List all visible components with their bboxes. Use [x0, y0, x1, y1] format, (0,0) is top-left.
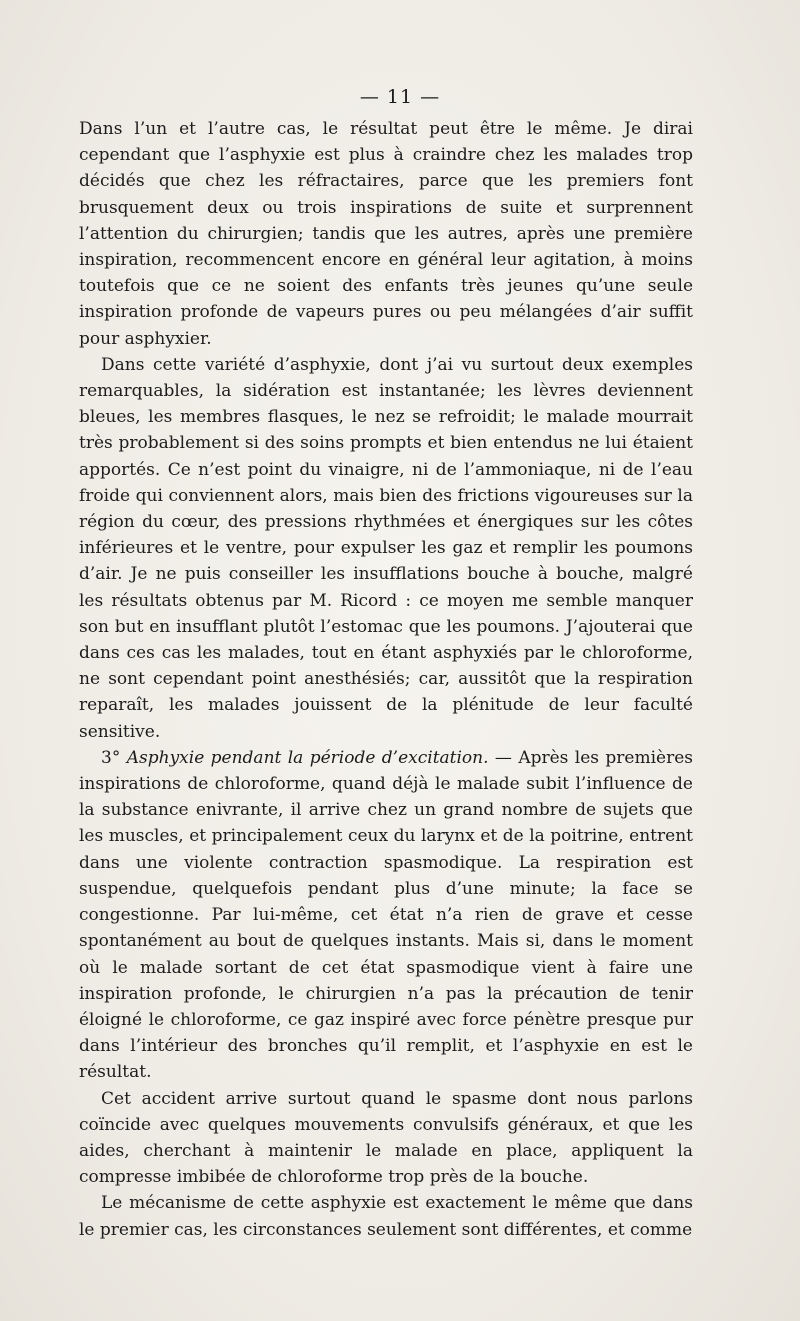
body-text	[79, 116, 693, 1243]
page-number: — 11 —	[359, 86, 441, 108]
paragraph-2: Dans cette variété d’asphyxie, dont j’ai vu surtout deux exemples remarquables, la sidération est instantanée; les lèvres deviennent bleues, les membres flasques, le nez se refroidit; le malade mourrait très probablement si des soins prompts et bien entendus ne lui étaient apportés. Ce n’est point du vinaigre, ni de l’ammoniaque, ni de l’eau froide qui conviennent alors, mais bien des frictions vigoureuses sur la région du cœur, des pressions rhythmées et énergiques sur les côtes inférieures et le ventre, pour expulser les gaz et remplir les poumons d’air. Je ne puis conseiller les insufflations bouche à bouche, malgré les résultats obtenus par M. Ricord : ce moyen me semble manquer son but en insufflant plutôt l’estomac que les poumons. J’ajouterai que dans ces cas les malades, tout en étant asphyxiés par le chloroforme, ne sont cependant point anesthésiés; car, aussitôt que la respiration reparaît, les malades jouissent de la plénitude de leur faculté sensitive.	[79, 354, 693, 742]
section-title: Asphyxie pendant la période d’excitation.	[126, 747, 489, 768]
section-text: Après les premières inspirations de chloroforme, quand déjà le malade subit l’influence de la substance enivrante, il arrive chez un grand nombre de sujets que les muscles, et principalement ceux du larynx et de la poitrine, entrent dans une violente contraction spasmodique. La respiration est suspendue, quelquefois pendant plus d’une minute; la face se congestionne. Par lui-même, cet état n’a rien de grave et cesse spontanément au bout de quelques instants. Mais si, dans le moment où le malade sortant de cet état spasmodique vient à faire une inspiration profonde, le chirurgien n’a pas la précaution de tenir éloigné le chloroforme, ce gaz inspiré avec force pénètre presque pur dans l’intérieur des bronches qu’il remplit, et l’asphyxie en est le résultat.	[79, 747, 694, 1083]
section-dash: —	[488, 747, 519, 768]
paragraph-4: Cet accident arrive surtout quand le spasme dont nous parlons coïncide avec quelques mouvements convulsifs généraux, et que les aides, cherchant à maintenir le malade en place, appliquent la compresse imbibée de chloroforme trop près de la bouche.	[79, 1088, 693, 1188]
paragraph-section-3	[79, 745, 693, 1086]
paragraph-5: Le mécanisme de cette asphyxie est exactement le même que dans le premier cas, les circonstances seulement sont différentes, et comme	[79, 1193, 693, 1240]
paragraph-1: Dans l’un et l’autre cas, le résultat peut être le même. Je dirai cependant que l’asphyxie est plus à craindre chez les malades trop décidés que chez les réfractaires, parce que les premiers font brusquement deux ou trois inspirations de suite et surprennent l’attention du chirurgien; tandis que les autres, après une première inspiration, recommencent encore en général leur agitation, à moins toutefois que ce ne soient des enfants très jeunes qu’une seule inspiration profonde de vapeurs pures ou peu mélangées d’air suffit pour asphyxier.	[79, 119, 693, 349]
section-number: 3°	[101, 747, 121, 768]
